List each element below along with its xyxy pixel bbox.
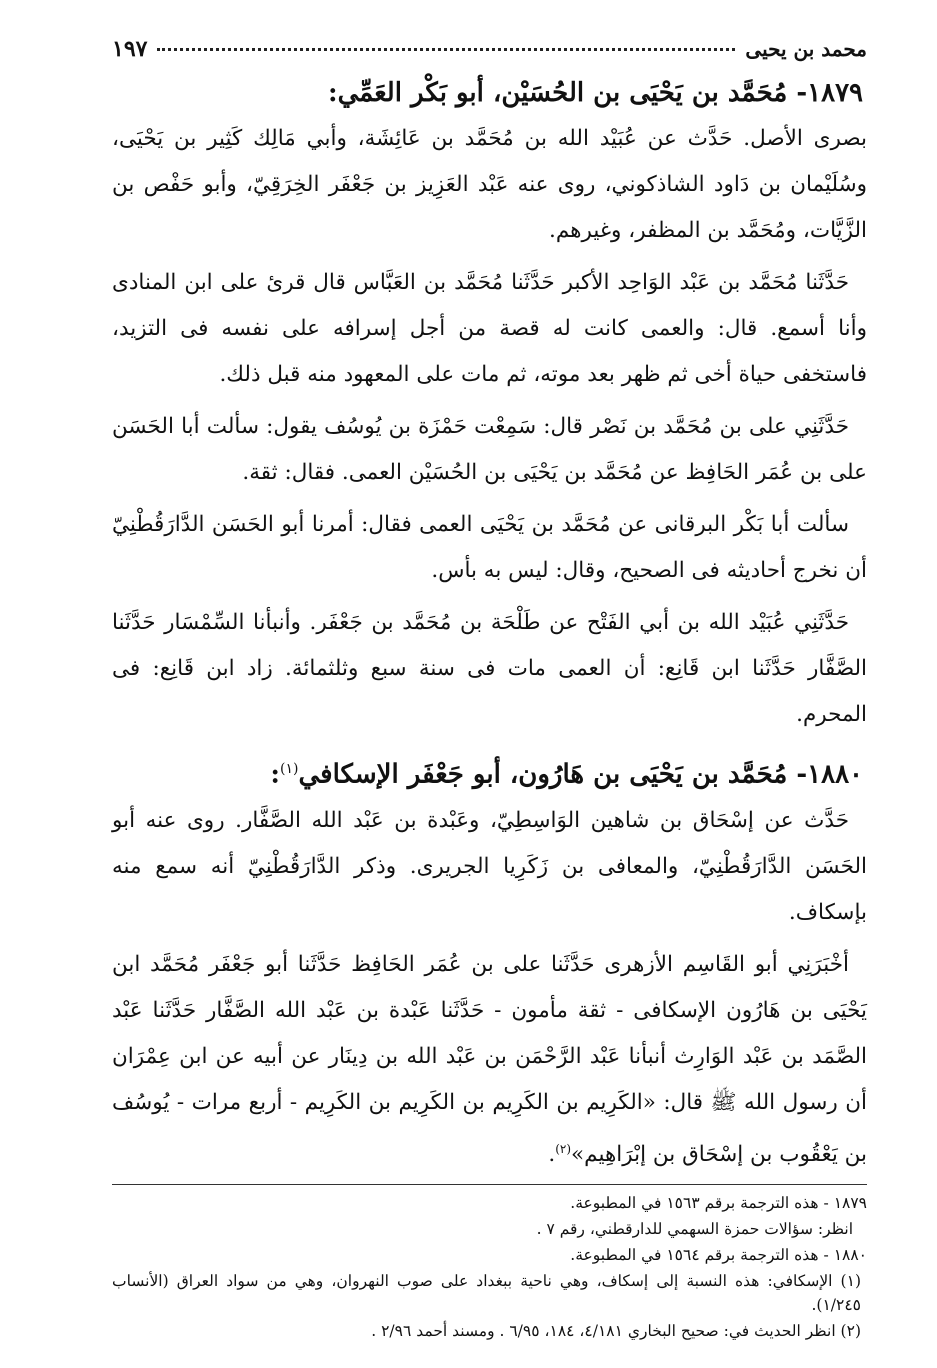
entry-paragraph: سألت أبا بَكْر البرقانى عن مُحَمَّد بن يَحْيَى العمى فقال: أمرنا أبو الحَسَن الدَّارَقُطْنِيّ أن نخرج أحاديثه فى الصحيح، وقال: ليس به بأس.: [112, 512, 867, 583]
footnote-ref: (٢): [555, 1141, 572, 1156]
footnote: (١) الإسكافي: هذه النسبة إلى إسكاف، وهي ناحية ببغداد على صوب النهروان، وهي من سواد العراق (الأنساب ١/٢٤٥).: [112, 1271, 861, 1314]
biography-entry-1880: [112, 750, 867, 1182]
footnote: انظر: سؤالات حمزة السهمي للدارقطني، رقم ٧ .: [536, 1219, 853, 1238]
entry-paragraph: بصرى الأصل. حَدَّث عن عُبَيْد الله بن مُحَمَّد بن عَائِشَة، وأبي مَالِك كَثِير بن يَحْيَى، وسُلَيْمان بن دَاود الشاذكوني، روى عنه عَبْد العَزِيز بن جَعْفَر الخِرَقِيّ، وأبو حَفْص بن الزَّيَّات، ومُحَمَّد بن المظفر، وغيرهم.: [112, 126, 867, 243]
sentence-end: .: [548, 1141, 556, 1167]
entry-paragraph: [112, 942, 867, 1182]
entry-paragraph: حَدَّث عن إسْحَاق بن شاهين الوَاسِطِيّ، وعَبْدة بن عَبْد الله الصَّفَّار. روى عنه أبو الحَسَن الدَّارَقُطْنِيّ، والمعافى بن زَكَرِيا الجريرى. وذكر الدَّارَقُطْنِيّ أنه سمع منه بإسكاف.: [112, 807, 867, 925]
footnote: ١٨٨٠ - هذه الترجمة برقم ١٥٦٤ في المطبوعة.: [570, 1245, 867, 1264]
entry-paragraph-text: أخْبَرَنِي أبو القَاسِم الأزهرى حَدَّثَنا على بن عُمَر الحَافِظ حَدَّثَنا أبو جَعْفَر مُحَمَّد ابن يَحْيَى بن هَارُون الإسكافى - ثقة مأمون - حَدَّثَنا عَبْدة بن عَبْد الله الصَّفَّار حَدَّثَنا عَبْد الصَّمَد بن عَبْد الوَارِث أنبأنا عَبْد الرَّحْمَن بن عَبْد الله بن دِينَار عن أبيه عن ابن عِمْرَان أن رسول الله ﷺ قال: «الكَرِيم بن الكَرِيم بن الكَرِيم بن الكَرِيم - أربع مرات - يُوسُف بن يَعْقُوب بن إسْحَاق بن إبْرَاهِيم»: [112, 951, 867, 1167]
entry-heading-colon: :: [270, 759, 281, 790]
entry-heading-text: ١٨٨٠- مُحَمَّد بن يَحْيَى بن هَارُون، أبو جَعْفَر الإسكافي: [298, 759, 863, 790]
entry-paragraph: حَدَّثَنا مُحَمَّد بن عَبْد الوَاحِد الأكبر حَدَّثَنا مُحَمَّد بن العَبَّاس قال قرئ على ابن المنادى وأنا أسمع. قال: والعمى كانت له قصة من أجل إسرافه على نفسه فى التزيد، فاستخفى حياة أخى ثم ظهر بعد موته، ثم مات على المعهود منه قبل ذلك.: [112, 270, 867, 387]
running-header: [112, 36, 867, 70]
entry-paragraph: حَدَّثَنِي على بن مُحَمَّد بن نَصْر قال: سَمِعْت حَمْزَة بن يُوسُف يقول: سألت أبا الحَسَن على بن عُمَر الحَافِظ عن مُحَمَّد بن يَحْيَى بن الحُسَيْن العمى. فقال: ثقة.: [112, 414, 867, 485]
footnotes: [112, 1191, 867, 1343]
page-number: ١٩٧: [112, 36, 148, 62]
footnote: ١٨٧٩ - هذه الترجمة برقم ١٥٦٣ في المطبوعة.: [570, 1193, 867, 1212]
footnote: (٢) انظر الحديث في: صحيح البخاري ٤/١٨١، ١٨٤، ٦/٩٥ . ومسند أحمد ٢/٩٦ .: [371, 1321, 861, 1340]
running-title: محمد بن يحيى: [745, 37, 867, 61]
header-dot-leader: [157, 48, 735, 51]
entry-heading: [112, 750, 863, 794]
biography-entry-1879: [112, 74, 867, 742]
footnote-ref: (١): [280, 761, 299, 777]
entry-heading: ١٨٧٩- مُحَمَّد بن يَحْيَى بن الحُسَيْن، أبو بَكْر العَمِّي:: [327, 78, 863, 108]
footnote-divider: [112, 1184, 867, 1185]
entry-paragraph: حَدَّثَنِي عُبَيْد الله بن أبي الفَتْح عن طَلْحَة بن مُحَمَّد بن جَعْفَر. وأنبأنا السِّمْسَار حَدَّثَنا الصَّفَّار حَدَّثَنا ابن قَانِع: أن العمى مات فى سنة سبع وثلثمائة. زاد ابن قَانِع: فى المحرم.: [112, 610, 867, 727]
